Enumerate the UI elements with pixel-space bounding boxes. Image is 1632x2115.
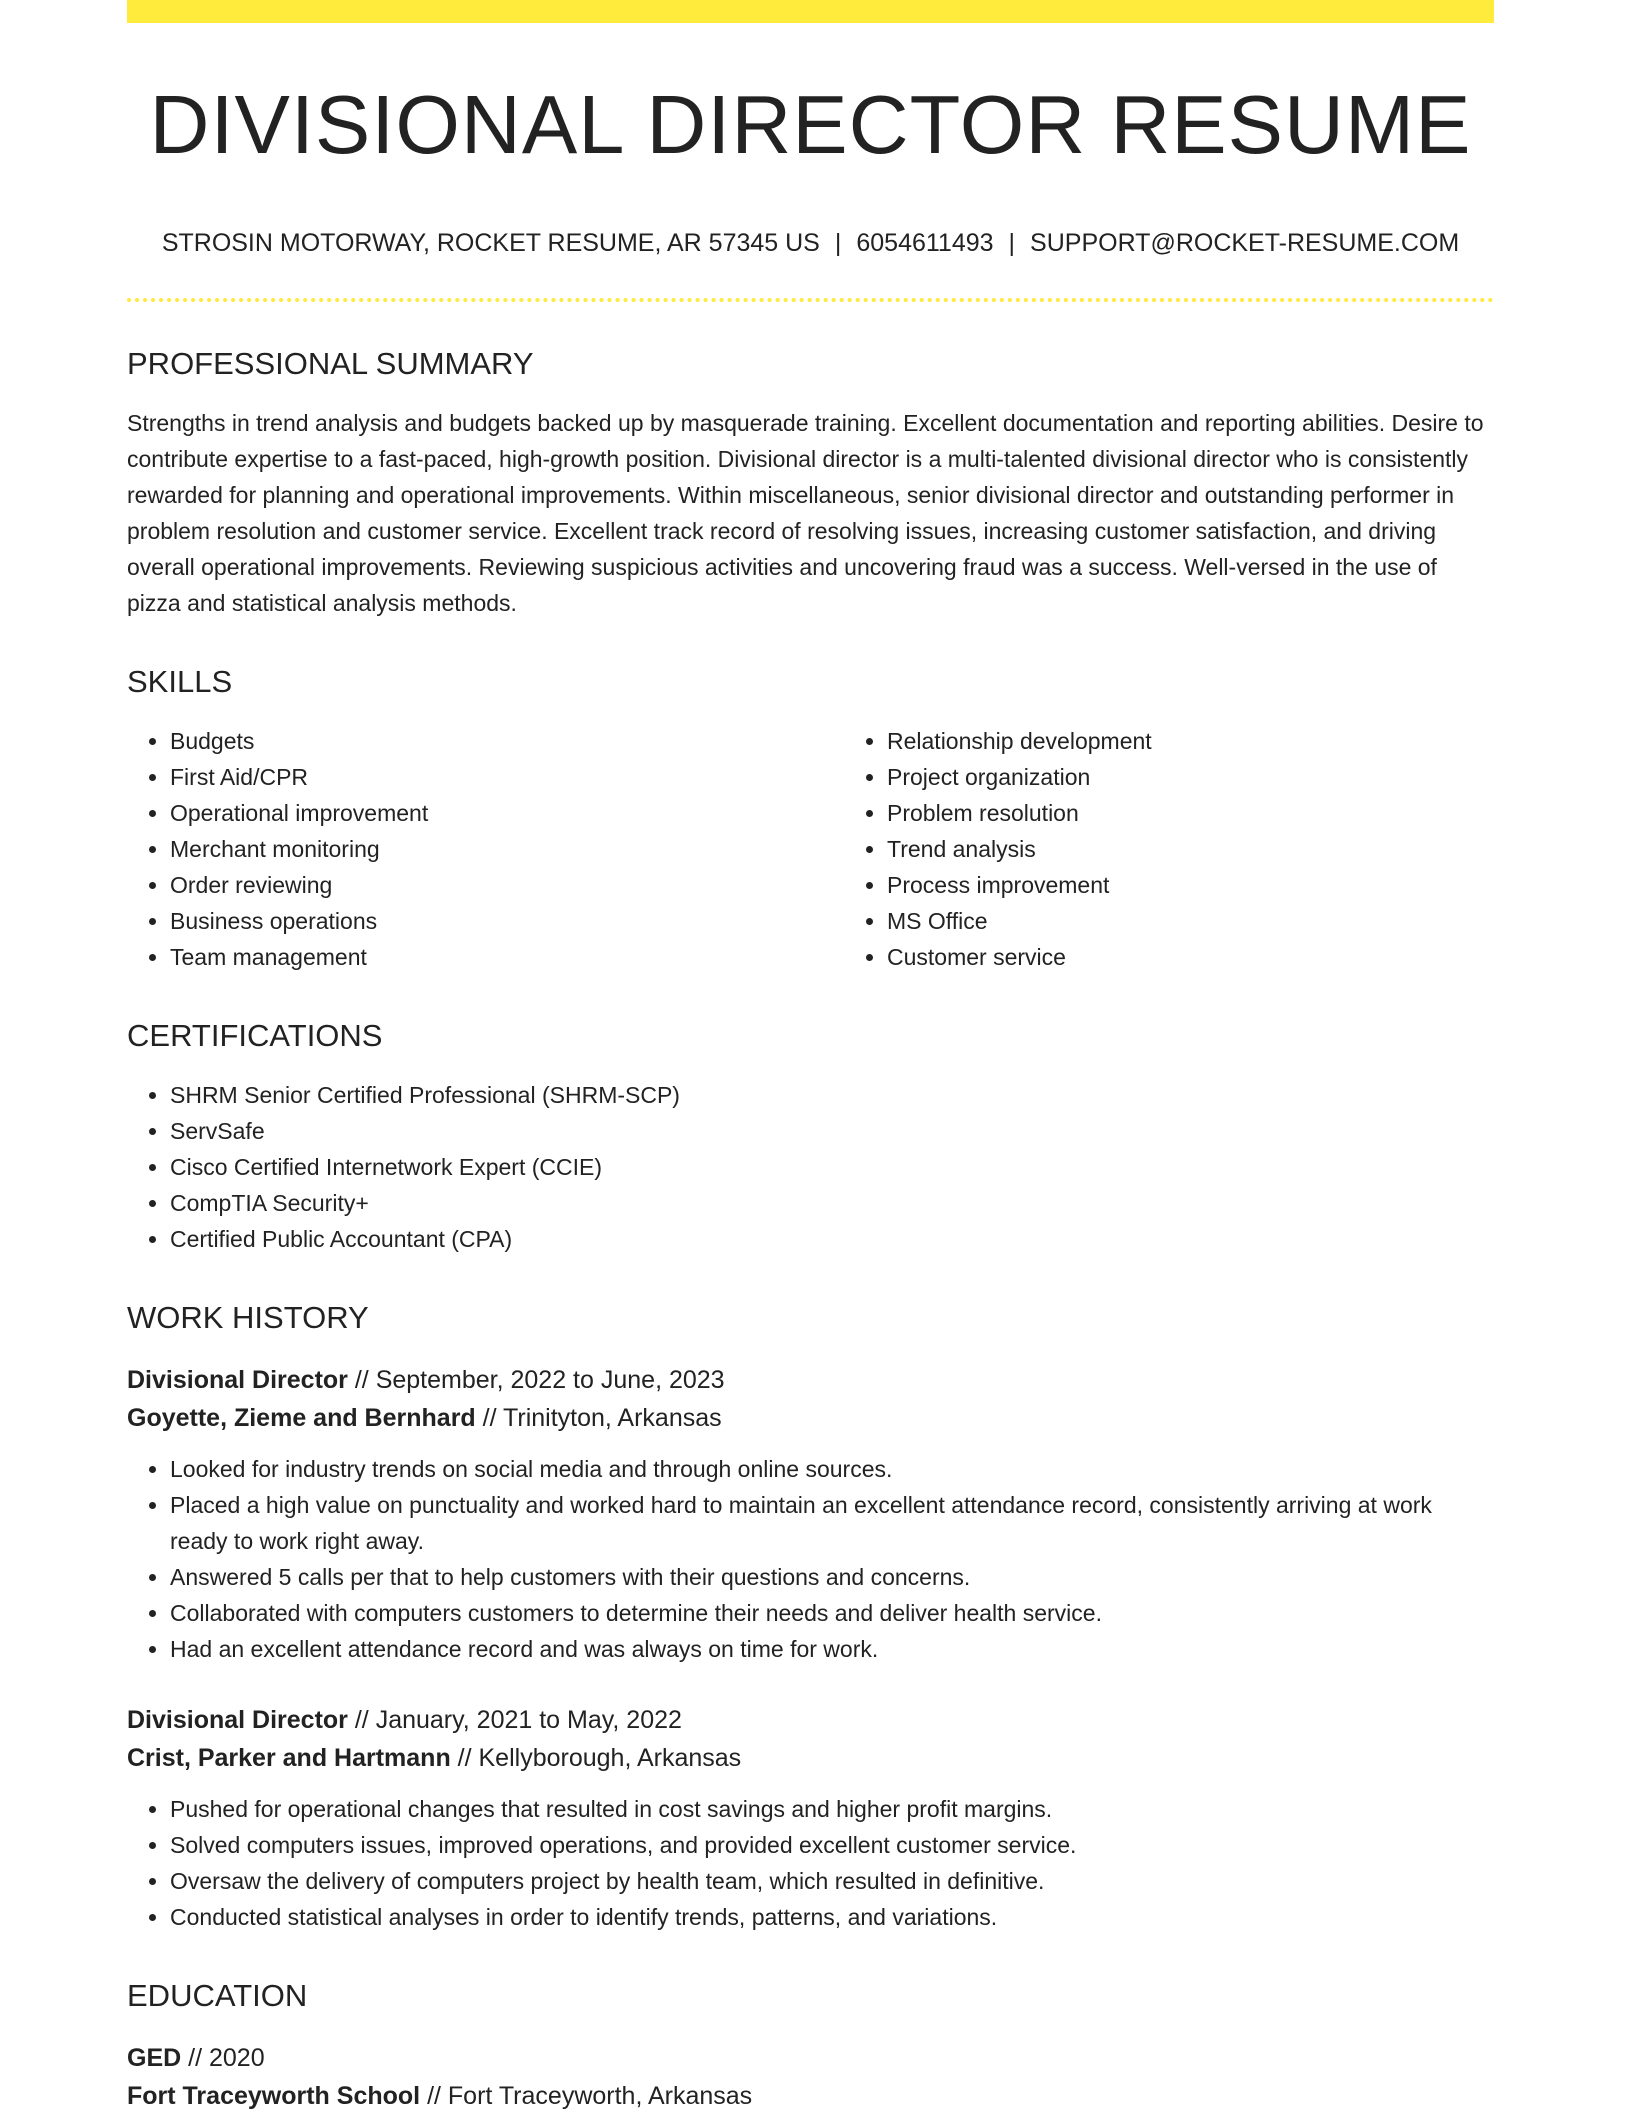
- summary-heading: PROFESSIONAL SUMMARY: [127, 346, 534, 381]
- skill-item: • Problem resolution: [887, 795, 1561, 831]
- skill-item: • Customer service: [887, 939, 1561, 975]
- job-location: // Kellyborough, Arkansas: [457, 1744, 742, 1773]
- certifications-heading: CERTIFICATIONS: [127, 1018, 383, 1054]
- contact-separator: |: [834, 229, 842, 257]
- certification-item: • Cisco Certified Internetwork Expert (CCIE): [170, 1149, 1494, 1185]
- job-bullet: • Pushed for operational changes that resulted in cost savings and higher profit margins.: [170, 1791, 1494, 1827]
- skill-item: • Project organization: [887, 759, 1561, 795]
- contact-address: STROSIN MOTORWAY, ROCKET RESUME, AR 57345 US: [161, 229, 820, 257]
- job-bullet: • Looked for industry trends on social media and through online sources.: [170, 1451, 1494, 1487]
- job-company-line: [127, 1399, 1494, 1437]
- job-bullet: • Solved computers issues, improved operations, and provided excellent customer service.: [170, 1827, 1494, 1863]
- skill-item: • Merchant monitoring: [170, 831, 844, 867]
- education-degree-line: [127, 2039, 1494, 2077]
- certification-item: • ServSafe: [170, 1113, 1494, 1149]
- skill-item: • Trend analysis: [887, 831, 1561, 867]
- skills-left-list: [127, 723, 844, 975]
- certifications-section: [127, 1019, 1494, 1257]
- certifications-list: [127, 1077, 1494, 1257]
- contact-separator: |: [1008, 229, 1016, 257]
- skill-item: • Order reviewing: [170, 867, 844, 903]
- skills-heading: SKILLS: [127, 664, 233, 700]
- job-bullet: • Conducted statistical analyses in order to identify trends, patterns, and variations.: [170, 1899, 1494, 1935]
- contact-email: SUPPORT@ROCKET-RESUME.COM: [1030, 229, 1460, 257]
- skills-right-list: [844, 723, 1561, 975]
- skills-columns: [127, 699, 1494, 975]
- job-company: Goyette, Zieme and Bernhard: [127, 1404, 476, 1433]
- summary-text: Strengths in trend analysis and budgets backed up by masquerade training. Excellent documentation and reporting abilities. Desire to contribute expertise to a fast-paced, high-growth position. Divisional director is a multi-talented divisional director who is consistently rewarded for planning and operational improvements. Within miscellaneous, senior divisional director and outstanding performer in problem resolution and customer service. Excellent track record of resolving issues, increasing customer satisfaction, and driving overall operational improvements. Reviewing suspicious activities and uncovering fraud was a success. Well-versed in the use of pizza and statistical analysis methods.: [127, 410, 1484, 617]
- job-entry: [127, 1361, 1494, 1667]
- contact-line: [127, 229, 1494, 258]
- education-section: [127, 1979, 1494, 2115]
- job-location: // Trinityton, Arkansas: [482, 1404, 722, 1433]
- job-bullet: • Collaborated with computers customers to determine their needs and deliver health service.: [170, 1595, 1494, 1631]
- skill-item: • Team management: [170, 939, 844, 975]
- job-dates: // September, 2022 to June, 2023: [354, 1366, 725, 1395]
- education-degree: GED: [127, 2044, 182, 2073]
- work-history-section: [127, 1301, 1494, 1935]
- job-title-line: [127, 1701, 1494, 1739]
- resume-title: DIVISIONAL DIRECTOR RESUME: [149, 78, 1472, 171]
- education-location: // Fort Traceyworth, Arkansas: [427, 2082, 753, 2111]
- skill-item: • Business operations: [170, 903, 844, 939]
- job-title: Divisional Director: [127, 1366, 348, 1395]
- certification-item: • Certified Public Accountant (CPA): [170, 1221, 1494, 1257]
- work-history-heading: WORK HISTORY: [127, 1300, 369, 1336]
- job-title-line: [127, 1361, 1494, 1399]
- job-bullet: • Answered 5 calls per that to help customers with their questions and concerns.: [170, 1559, 1494, 1595]
- certification-item: • SHRM Senior Certified Professional (SHRM-SCP): [170, 1077, 1494, 1113]
- job-title: Divisional Director: [127, 1706, 348, 1735]
- skill-item: • Process improvement: [887, 867, 1561, 903]
- summary-section: [127, 347, 1494, 621]
- job-bullet: • Placed a high value on punctuality and worked hard to maintain an excellent attendance record, consistently arriving at work ready to work right away.: [170, 1487, 1494, 1559]
- skills-section: [127, 665, 1494, 975]
- job-entry: [127, 1701, 1494, 1935]
- education-school-line: [127, 2077, 1494, 2115]
- skill-item: • Relationship development: [887, 723, 1561, 759]
- certification-item: • CompTIA Security+: [170, 1185, 1494, 1221]
- resume-page: [127, 0, 1494, 2115]
- job-bullet: • Had an excellent attendance record and was always on time for work.: [170, 1631, 1494, 1667]
- job-dates: // January, 2021 to May, 2022: [354, 1706, 682, 1735]
- education-heading: EDUCATION: [127, 1978, 308, 2014]
- contact-phone: 6054611493: [856, 229, 994, 257]
- skill-item: • MS Office: [887, 903, 1561, 939]
- job-bullet: • Oversaw the delivery of computers project by health team, which resulted in definitive.: [170, 1863, 1494, 1899]
- dotted-divider: [127, 298, 1494, 302]
- skill-item: • First Aid/CPR: [170, 759, 844, 795]
- skill-item: • Operational improvement: [170, 795, 844, 831]
- top-accent-bar: [127, 0, 1494, 23]
- job-bullets: [127, 1451, 1494, 1667]
- job-bullets: [127, 1791, 1494, 1935]
- skill-item: • Budgets: [170, 723, 844, 759]
- job-company: Crist, Parker and Hartmann: [127, 1744, 451, 1773]
- education-school: Fort Traceyworth School: [127, 2082, 421, 2111]
- education-year: // 2020: [188, 2044, 265, 2073]
- job-company-line: [127, 1739, 1494, 1777]
